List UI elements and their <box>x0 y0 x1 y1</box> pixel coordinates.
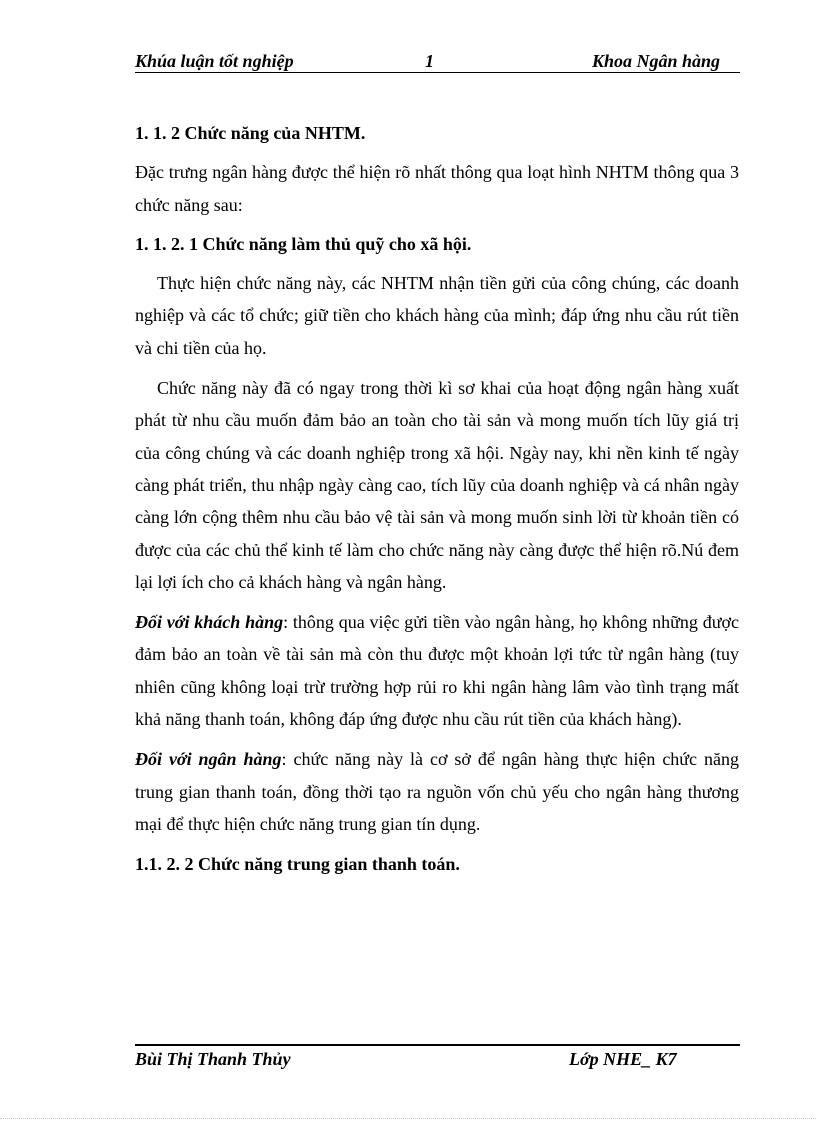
header-page-number: 1 <box>425 51 434 71</box>
for-banks-text: : chức năng này là cơ sở để ngân hàng thực hiện chức năng trung gian thanh toán, đồng thời tạo ra nguồn vốn chủ yếu cho ngân hàng thương mại để thực hiện chức năng trung gian tín dụng. <box>135 749 739 834</box>
paragraph-function-description: Thực hiện chức năng này, các NHTM nhận tiền gửi của công chúng, các doanh nghiệp và các tổ chức; giữ tiền cho khách hàng của mình; đáp ứng nhu cầu rút tiền và chi tiền của họ. <box>135 273 739 358</box>
header-thesis-title: Khúa luận tốt nghiệp <box>135 51 294 71</box>
section-heading-1-1-2: 1. 1. 2 Chức năng của NHTM. <box>135 123 366 143</box>
section-heading-1-1-2-1: 1. 1. 2. 1 Chức năng làm thủ quỹ cho xã hội. <box>135 233 472 254</box>
paragraph-for-banks <box>135 743 739 840</box>
for-customers-text: : thông qua việc gửi tiền vào ngân hàng, họ không những được đảm bảo an toàn về tài sản mà còn thu được một khoản lợi tức từ ngân hàng (tuy nhiên cũng không loại trừ trường hợp rủi ro khi ngân hàng lâm vào tình trạng mất khả năng thanh toán, không đáp ứng được nhu cầu rút tiền của khách hàng). <box>135 612 739 730</box>
page-footer <box>135 1049 740 1073</box>
footer-author: Bùi Thị Thanh Thủy <box>135 1049 291 1069</box>
for-banks-label: Đối với ngân hàng <box>135 749 282 770</box>
footer-class: Lớp NHE_ K7 <box>569 1049 677 1069</box>
page-bottom-edge <box>0 1118 816 1119</box>
section-heading-1-1-2-2: 1.1. 2. 2 Chức năng trung gian thanh toán. <box>135 854 460 875</box>
page-header <box>135 50 740 73</box>
paragraph-for-customers <box>135 606 739 735</box>
header-faculty: Khoa Ngân hàng <box>591 51 720 71</box>
for-customers-label: Đối với khách hàng <box>135 612 284 633</box>
intro-paragraph: Đặc trưng ngân hàng được thể hiện rõ nhất thông qua loạt hình NHTM thông qua 3 chức năng sau: <box>135 162 739 215</box>
footer-divider <box>135 1044 740 1046</box>
paragraph-function-history: Chức năng này đã có ngay trong thời kì sơ khai của hoạt động ngân hàng xuất phát từ nhu cầu muốn đảm bảo an toàn cho tài sản và mong muốn tích lũy giá trị của công chúng và các doanh nghiệp trong xã hội. Ngày nay, khi nền kinh tế ngày càng phát triển, thu nhập ngày càng cao, tích lũy của doanh nghiệp và cá nhân ngày càng lớn cộng thêm nhu cầu bảo vệ tài sản và mong muốn sinh lời từ khoản tiền có được của các chủ thể kinh tế làm cho chức năng này càng được thể hiện rõ.Nú đem lại lợi ích cho cả khách hàng và ngân hàng. <box>135 378 739 592</box>
page-body <box>135 117 739 881</box>
